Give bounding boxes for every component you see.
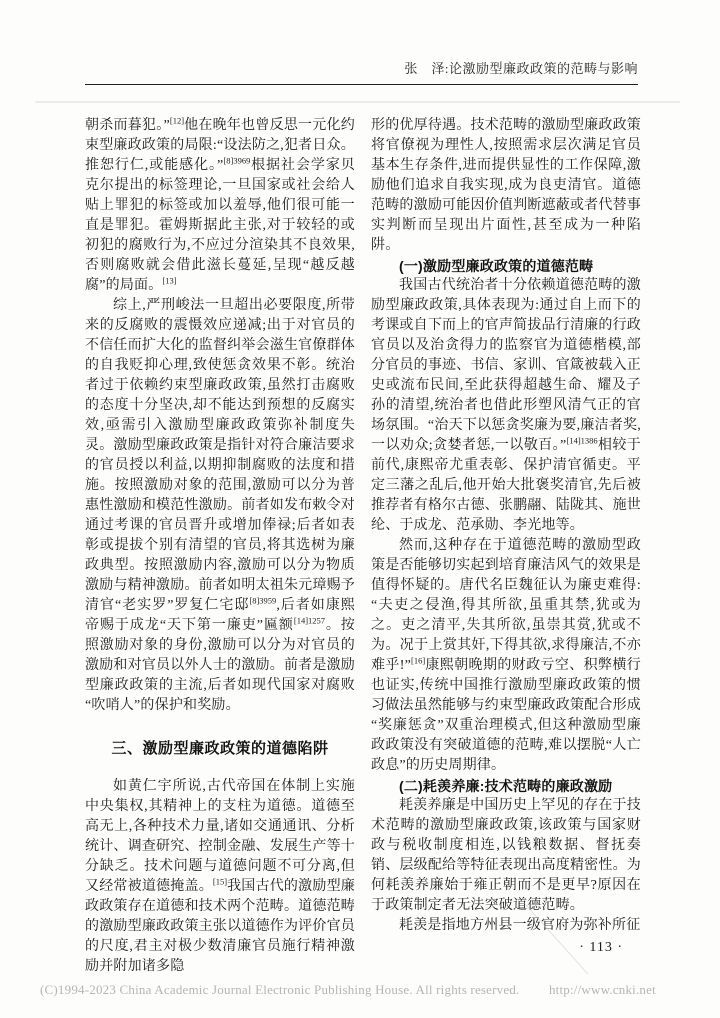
citation-ref: [15]	[212, 876, 228, 887]
paragraph: 我国古代统治者十分依赖道德范畴的激励型廉政政策,具体表现为:通过自上而下的考课或自下而上的官声简拔品行清廉的行政官员以及治贪得力的监察官为道德楷模,部分官员的事迹、书信、家训、官箴被载入正史或流布民间,至此获得超越生命、耀及子孙的清望,统治者也借此形塑风清气正的官场氛围。“治天下以惩贪奖廉为要,廉洁者奖,一以劝众;贪婪者惩,一以敬百。”$^{[14]1386}$相较于前代,康熙帝尤重表彰、保护清官循吏。平定三藩之乱后,他开始大批褒奖清官,先后被推荐者有格尔古德、张鹏翮、陆陇其、施世纶、于成龙、范承勋、李光地等。	[371, 278, 641, 533]
running-title: 张 泽:论激励型廉政政策的范畴与影响	[404, 61, 638, 76]
citation-ref: [8]3959	[249, 595, 277, 606]
paragraph: 如黄仁宇所说,古代帝国在体制上实施中央集权,其精神上的支柱为道德。道德至高无上,各种技术力量,诸如交通通讯、分析统计、调查研究、控制金融、发展生产等十分缺乏。技术问题与道德问题不可分离,但又经常被道德掩盖。[15]我国古代的激励型廉政政策存在道德和技术两个范畴。道德范畴的激励型廉政政策主张以道德作为评价官员的尺度,君主对极少数清廉官员施行精神激励并附加诸多隐	[85, 779, 355, 974]
citation-ref: [14]1386	[566, 435, 598, 446]
citation-ref: [8]3969	[223, 155, 251, 166]
section-heading: 三、激励型廉政政策的道德陷阱	[111, 740, 329, 757]
paragraph: 综上,严刑峻法一旦超出必要限度,所带来的反腐败的震慑效应递减;出于对官员的不信任而扩大化的监督纠举会滋生官僚群体的自我贬抑心理,致使惩贪效果不彰。统治者过于依赖约束型廉政政策,虽然打击腐败的态度十分坚决,却不能达到预想的反腐实效,亟需引入激励型廉政政策弥补制度失灵。激励型廉政政策是指针对符合廉洁要求的官员授以利益,以期抑制腐败的法度和措施。按照激励对象的范围,激励可以分为普惠性激励和模范性激励。前者如发布敕令对通过考课的官员晋升或增加俸禄;后者如表彰或提拔个别有清望的官员,将其选树为廉政典型。按照激励内容,激励可以分为物质激励与精神激励。前者如明太祖朱元璋赐予清官“老实罗”罗复仁宅邸$^{[8]3959}$,后者如康熙帝赐于成龙“天下第一廉吏”匾额$^{[14]1257}$。按照激励对象的身份,激励可以分为对官员的激励和对官员以外人士的激励。前者是激励型廉政政策的主流,后者如现代国家对腐败“吹哨人”的保护和奖励。	[85, 298, 355, 713]
paragraph: 耗羡是指地方州县一级官府为弥补所征	[399, 918, 641, 933]
footer-url: http://www.cnki.net	[548, 982, 656, 997]
paragraph: 朝杀而暮犯。”[12]他在晚年也曾反思一元化约束型廉政政策的局限:“设法防之,犯者日众。推恕行仁,或能感化。”$^{[8]3969}$根据社会学家贝克尔提出的标签理论,一旦国家或社会给人贴上罪犯的标签或加以羞辱,他们很可能一直是罪犯。霍姆斯据此主张,对于较轻的或初犯的腐败行为,不应过分渲染其不良效果,否则腐败就会借此滋长蔓延,呈现“越反越腐”的局面。[13]	[85, 115, 355, 293]
subsection-heading: (一)激励型廉政政策的道德范畴	[399, 258, 594, 274]
paragraph: 耗羡养廉是中国历史上罕见的存在于技术范畴的激励型廉政政策,该政策与国家财政与税收制度相连,以钱粮数据、督抚奏销、层级配给等特征表现出高度精密性。为何耗羡养廉始于雍正朝而不是更早?原因在于政策制定者无法突破道德范畴。	[371, 798, 641, 913]
page-header	[85, 0, 638, 93]
footer-copyright: (C)1994-2023 China Academic Journal Electronic Publishing House. All rights reserved.	[40, 982, 520, 997]
citation-ref: [12]	[169, 115, 185, 126]
header-rule	[85, 84, 638, 85]
cnki-footer	[40, 982, 690, 998]
citation-ref: [14]1257	[293, 615, 326, 626]
paragraph: 然而,这种存在于道德范畴的激励型政策是否能够切实起到培育廉洁风气的效果是值得怀疑的。唐代名臣魏征认为廉吏难得:“夫吏之侵渔,得其所欲,虽重其禁,犹或为之。吏之清平,失其所欲,虽崇其赏,犹或不为。况于上赏其奸,下得其欲,求得廉洁,不亦难乎!”[16]康熙朝晚期的财政亏空、积弊横行也证实,传统中国推行激励型廉政政策的惯习做法虽然能够与约束型廉政政策配合形成“奖廉惩贪”双重治理模式,但这种激励型廉政政策没有突破道德的范畴,难以摆脱“人亡政息”的历史周期律。	[371, 538, 641, 773]
page-number: · 113 ·	[579, 940, 623, 955]
citation-ref: [13]	[162, 275, 177, 286]
article-body	[85, 116, 641, 977]
column-left	[85, 116, 355, 977]
citation-ref: [16]	[411, 655, 426, 666]
column-right	[371, 116, 641, 977]
subsection-heading: (二)耗羡养廉:技术范畴的廉政激励	[399, 778, 613, 794]
scan-shadow-line	[35, 101, 680, 103]
paragraph: 形的优厚待遇。技术范畴的激励型廉政政策将官僚视为理性人,按照需求层次满足官员基本生存条件,进而提供显性的工作保障,激励他们追求自我实现,成为良吏清官。道德范畴的激励可能因价值判断遮蔽或者代替事实判断而呈现出片面性,甚至成为一种陷阱。	[371, 118, 641, 253]
